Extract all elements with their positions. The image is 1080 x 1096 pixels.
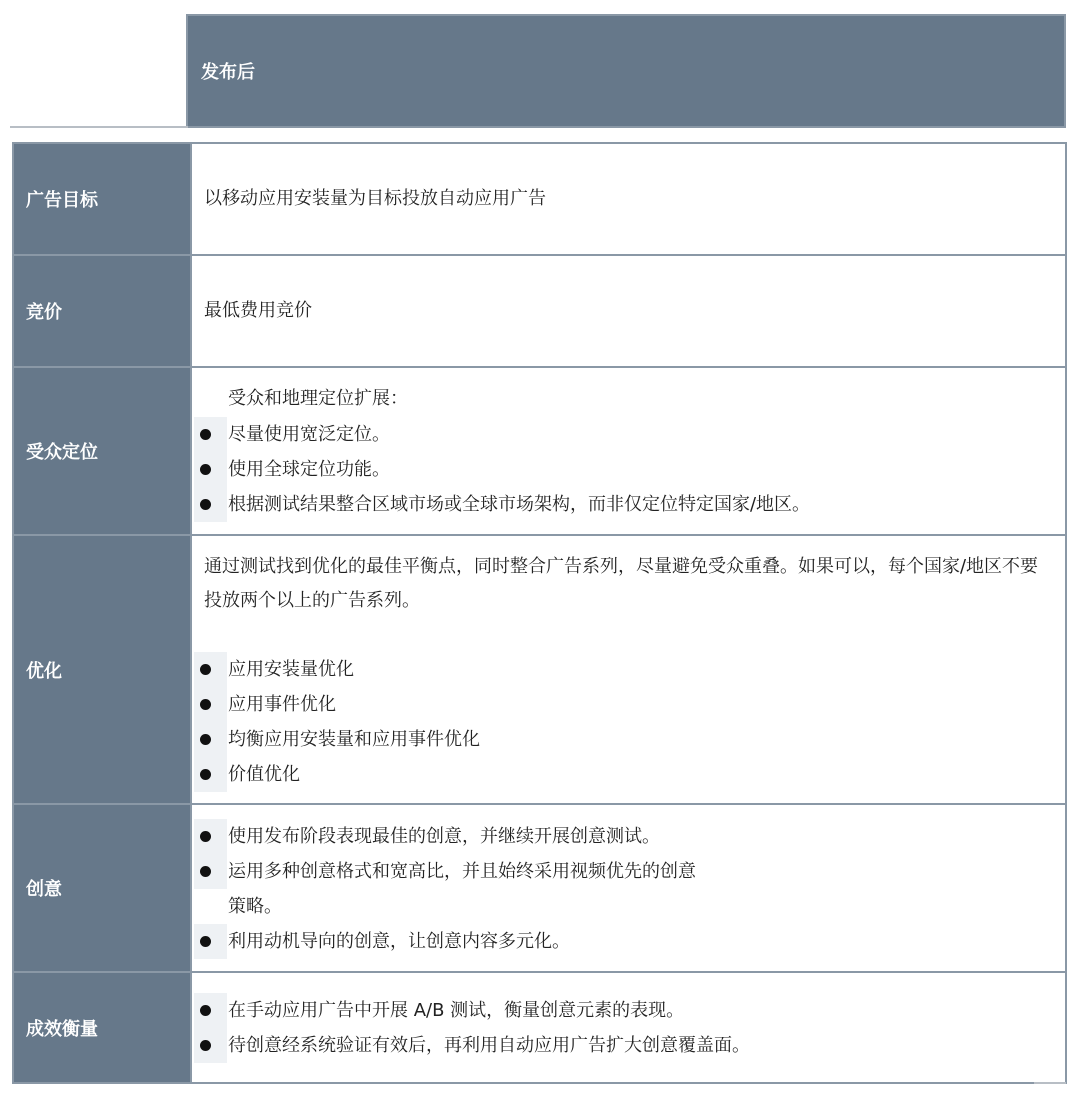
- audience-intro: 受众和地理定位扩展：: [228, 388, 408, 409]
- table-row-audience: [14, 368, 1065, 536]
- table-row-measure: [14, 973, 1065, 1082]
- row-label-creative: 创意: [26, 879, 62, 900]
- table-row-bid: [14, 256, 1065, 368]
- bullet-text: 在手动应用广告中开展 A/B 测试，衡量创意元素的表现。: [228, 1000, 685, 1021]
- row-label-cell: [14, 368, 190, 534]
- row-label-goal: 广告目标: [26, 190, 98, 211]
- row-content-bid: [190, 256, 1065, 366]
- bullet-text: 利用动机导向的创意，让创意内容多元化。: [228, 931, 570, 952]
- bullet-text: 均衡应用安装量和应用事件优化: [228, 729, 480, 750]
- header-cell: [186, 14, 1066, 128]
- optimize-intro: 通过测试找到优化的最佳平衡点，同时整合广告系列，尽量避免受众重叠。如果可以，每个国家/地区不要投放两个以上的广告系列。: [204, 556, 1039, 611]
- row-content-measure: [190, 973, 1065, 1082]
- row-content-audience: [190, 368, 1065, 534]
- bullet-text: 应用事件优化: [228, 694, 336, 715]
- bullet-icon: [194, 819, 227, 854]
- bullet-text: 尽量使用宽泛定位。: [228, 424, 390, 445]
- bullet-icon: [194, 854, 227, 889]
- bullet-icon: [194, 722, 227, 757]
- bid-text: 最低费用竞价: [204, 300, 312, 321]
- row-label-bid: 竞价: [26, 302, 62, 323]
- row-label-cell: [14, 256, 190, 366]
- row-label-optimize: 优化: [26, 660, 62, 682]
- row-content-optimize: [190, 536, 1065, 803]
- row-label-cell: [14, 536, 190, 803]
- bullet-icon: [194, 487, 227, 522]
- bullet-icon: [194, 452, 227, 487]
- bullet-icon: [194, 924, 227, 959]
- bullet-icon: [194, 757, 227, 792]
- row-label-measure: 成效衡量: [26, 1018, 98, 1040]
- header-divider: [10, 126, 188, 128]
- table-row-creative: [14, 805, 1065, 973]
- corner-divider: [1034, 1082, 1066, 1084]
- row-label-cell: [14, 805, 190, 971]
- goal-text: 以移动应用安装量为目标投放自动应用广告: [204, 188, 546, 209]
- table-row-optimize: [14, 536, 1065, 805]
- bullet-text: 运用多种创意格式和宽高比，并且始终采用视频优先的创意策略。: [228, 861, 696, 917]
- strategy-table: [12, 142, 1067, 1084]
- bullet-text: 使用全球定位功能。: [228, 459, 390, 480]
- row-content-goal: [190, 144, 1065, 254]
- bullet-icon: [194, 1028, 227, 1063]
- bullet-text: 应用安装量优化: [228, 659, 354, 680]
- bullet-icon: [194, 652, 227, 687]
- header-title: 发布后: [201, 62, 255, 83]
- bullet-icon: [194, 993, 227, 1028]
- table-row-goal: [14, 144, 1065, 256]
- bullet-text: 根据测试结果整合区域市场或全球市场架构，而非仅定位特定国家/地区。: [228, 494, 811, 515]
- bullet-text: 使用发布阶段表现最佳的创意，并继续开展创意测试。: [228, 826, 660, 847]
- row-label-audience: 受众定位: [26, 442, 98, 463]
- row-label-cell: [14, 144, 190, 254]
- bullet-text: 价值优化: [228, 764, 300, 785]
- bullet-text: 待创意经系统验证有效后，再利用自动应用广告扩大创意覆盖面。: [228, 1035, 750, 1056]
- row-label-cell: [14, 973, 190, 1082]
- bullet-icon: [194, 417, 227, 452]
- bullet-icon: [194, 687, 227, 722]
- row-content-creative: [190, 805, 1065, 971]
